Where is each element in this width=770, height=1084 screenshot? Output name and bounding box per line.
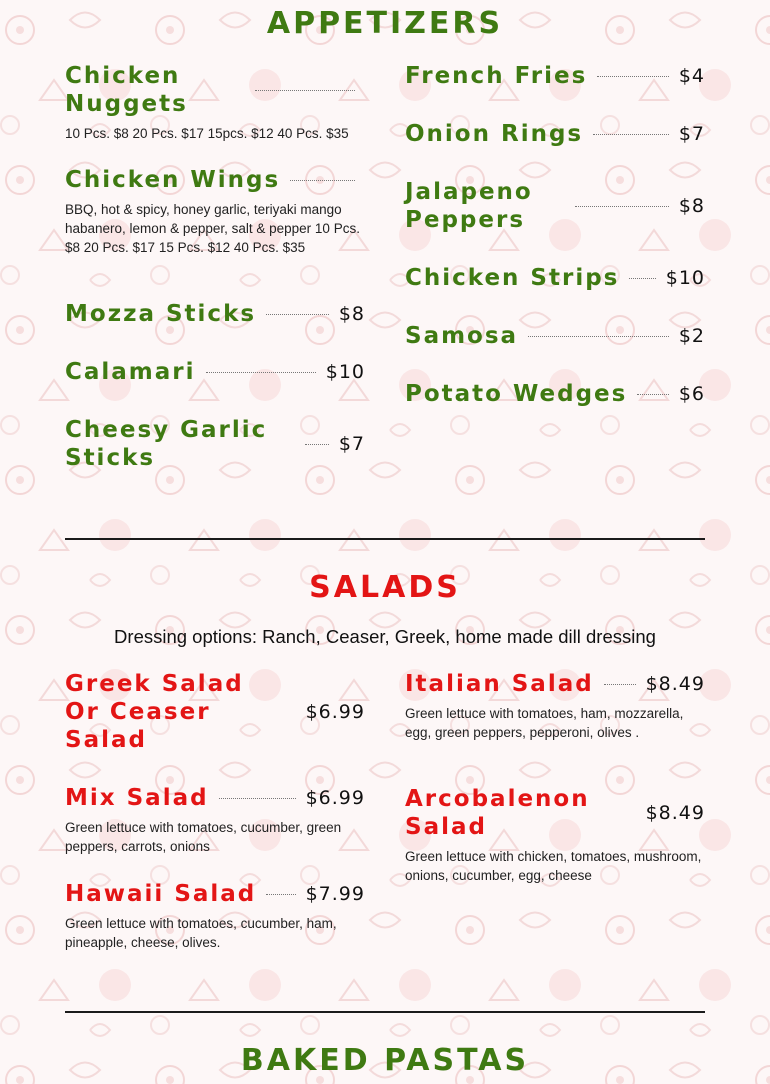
item-description: 10 Pcs. $8 20 Pcs. $17 15pcs. $12 40 Pcs. $35 (65, 126, 349, 141)
item-price: $7 (678, 123, 705, 145)
item-name: Onion Rings (405, 121, 584, 147)
item-description: Green lettuce with chicken, tomatoes, mushroom, onions, cucumber, egg, cheese (405, 849, 702, 883)
item-name: Calamari (65, 359, 196, 385)
menu-item (405, 670, 705, 742)
menu-item (65, 166, 365, 257)
item-price: $7 (338, 433, 365, 455)
section-divider (65, 1011, 705, 1013)
item-description: Green lettuce with tomatoes, cucumber, ham, pineapple, cheese, olives. (65, 916, 337, 950)
salads-title: SALADS (309, 570, 461, 605)
item-price: $7.99 (305, 883, 365, 905)
dotted-leader (206, 372, 316, 373)
item-name: Mozza Sticks (65, 301, 257, 327)
item-price: $8 (678, 195, 705, 217)
item-name: Cheesy Garlic Sticks (65, 417, 268, 471)
item-description: BBQ, hot & spicy, honey garlic, teriyaki mango habanero, lemon & pepper, salt & pepper 10 Pcs. $8 20 Pcs. $17 15 Pcs. $12 40 Pcs. $35 (65, 202, 360, 255)
item-price: $4 (678, 65, 705, 87)
baked-pastas-title: BAKED PASTAS (240, 1043, 530, 1078)
item-name: Mix Salad (65, 785, 209, 811)
menu-item (405, 62, 705, 90)
item-name: Greek Salad Or Ceaser Salad (65, 671, 244, 753)
appetizers-title: APPETIZERS (266, 6, 504, 41)
item-name: Hawaii Salad (65, 881, 257, 907)
menu-item (405, 264, 705, 292)
item-price: $6.99 (305, 701, 365, 723)
section-divider (65, 538, 705, 540)
dotted-leader (266, 314, 329, 315)
item-name: Arcobalenon Salad (405, 786, 590, 840)
dotted-leader (266, 894, 295, 895)
dotted-leader (265, 712, 296, 713)
item-name: Jalapeno Peppers (405, 179, 533, 233)
dotted-leader (604, 684, 636, 685)
menu-item (405, 785, 705, 885)
item-price: $2 (678, 325, 705, 347)
dotted-leader (593, 134, 669, 135)
dotted-leader (528, 336, 669, 337)
item-price: $10 (665, 267, 705, 289)
dotted-leader (597, 76, 668, 77)
item-name: Chicken Strips (405, 265, 620, 291)
dotted-leader (629, 278, 655, 279)
dotted-leader (615, 813, 636, 814)
dotted-leader (575, 206, 669, 207)
item-description: Green lettuce with tomatoes, ham, mozzarella, egg, green peppers, pepperoni, olives . (405, 706, 684, 740)
dotted-leader (305, 444, 329, 445)
item-description: Green lettuce with tomatoes, cucumber, green peppers, carrots, onions (65, 820, 342, 854)
dotted-leader (219, 798, 296, 799)
menu-item (65, 300, 365, 328)
menu-item (405, 178, 705, 234)
item-name: Italian Salad (405, 671, 594, 697)
item-name: Samosa (405, 323, 519, 349)
item-price: $8.49 (645, 802, 705, 824)
menu-item (65, 670, 365, 754)
menu-item (65, 416, 365, 472)
dotted-leader (637, 394, 668, 395)
dotted-leader (255, 90, 355, 91)
item-name: Potato Wedges (405, 381, 628, 407)
dressing-note: Dressing options: Ranch, Ceaser, Greek, home made dill dressing (114, 626, 656, 647)
menu-item (65, 62, 365, 143)
item-name: Chicken Nuggets (65, 63, 188, 117)
item-price: $6 (678, 383, 705, 405)
menu-item (405, 322, 705, 350)
item-price: $10 (325, 361, 365, 383)
item-name: French Fries (405, 63, 588, 89)
item-price: $8 (338, 303, 365, 325)
menu-item (65, 880, 365, 952)
menu-item (65, 784, 365, 856)
dotted-leader (290, 180, 355, 181)
menu-item (405, 120, 705, 148)
menu-item (405, 380, 705, 408)
item-price: $8.49 (645, 673, 705, 695)
item-name: Chicken Wings (65, 167, 281, 193)
menu-item (65, 358, 365, 386)
item-price: $6.99 (305, 787, 365, 809)
